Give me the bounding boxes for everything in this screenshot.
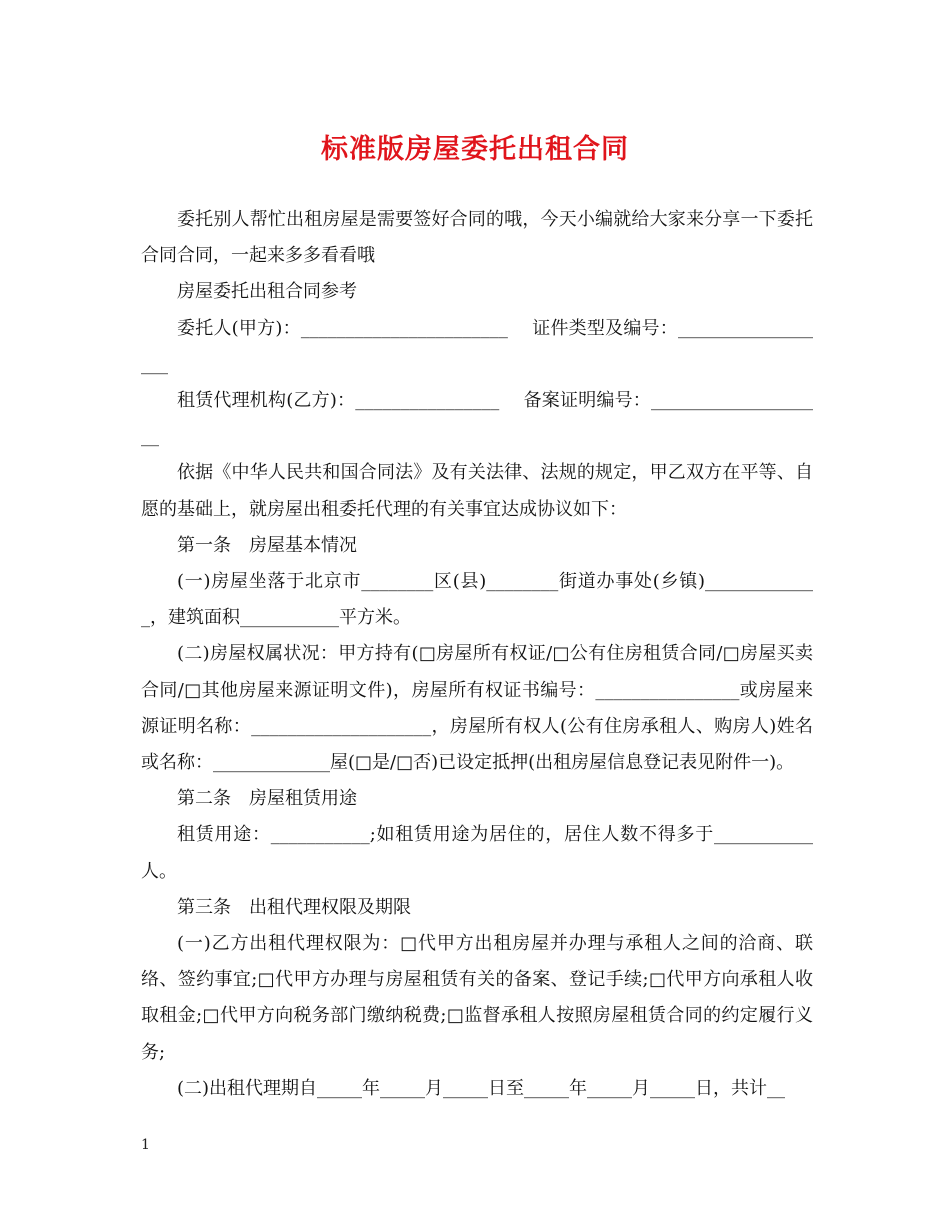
legal-basis-paragraph: 依据《中华人民共和国合同法》及有关法律、法规的规定，甲乙双方在平等、自愿的基础上，就房屋出租委托代理的有关事宜达成协议如下： xyxy=(141,462,813,520)
article-2-purpose: 租赁用途：___________;如租赁用途为居住的，居住人数不得多于___________人。 xyxy=(141,824,813,882)
intro-paragraph: 委托别人帮忙出租房屋是需要签好合同的哦，今天小编就给大家来分享一下委托合同合同，一起来多多看看哦 xyxy=(141,209,813,267)
article-3-heading: 第三条 出租代理权限及期限 xyxy=(177,896,411,918)
article-1-heading: 第一条 房屋基本情况 xyxy=(177,534,357,556)
document-title: 标准版房屋委托出租合同 xyxy=(321,134,629,165)
party-b-line: 租赁代理机构(乙方)：________________ 备案证明编号：____________________ xyxy=(141,390,813,448)
document-body xyxy=(141,202,813,1107)
page-number: 1 xyxy=(141,1137,150,1153)
article-2-heading: 第二条 房屋租赁用途 xyxy=(177,788,357,810)
article-3-item-2: (二)出租代理期自_____年_____月_____日至_____年_____月_____日，共计__ xyxy=(177,1077,786,1099)
article-1-item-2: (二)房屋权属状况：甲方持有(□房屋所有权证/□公有住房租赁合同/□房屋买卖合同/□其他房屋来源证明文件)，房屋所有权证书编号：________________或房屋来源证明名称：____________________，房屋所有权人(公有住房承租人、购房人)姓名或名称：_____________屋(□是/□否)已设定抵押(出租房屋信息登记表见附件一)。 xyxy=(141,643,813,774)
article-3-item-1: (一)乙方出租代理权限为：□代甲方出租房屋并办理与承租人之间的洽商、联络、签约事宜;□代甲方办理与房屋租赁有关的备案、登记手续;□代甲方向承租人收取租金;□代甲方向税务部门缴纳税费;□监督承租人按照房屋租赁合同的约定履行义务; xyxy=(141,933,813,1063)
article-1-item-1: (一)房屋坐落于北京市________区(县)________街道办事处(乡镇)_____________，建筑面积___________平方米。 xyxy=(141,571,813,629)
party-a-line: 委托人(甲方)：_______________________ 证件类型及编号：__________________ xyxy=(141,317,813,375)
reference-heading: 房屋委托出租合同参考 xyxy=(177,281,357,303)
